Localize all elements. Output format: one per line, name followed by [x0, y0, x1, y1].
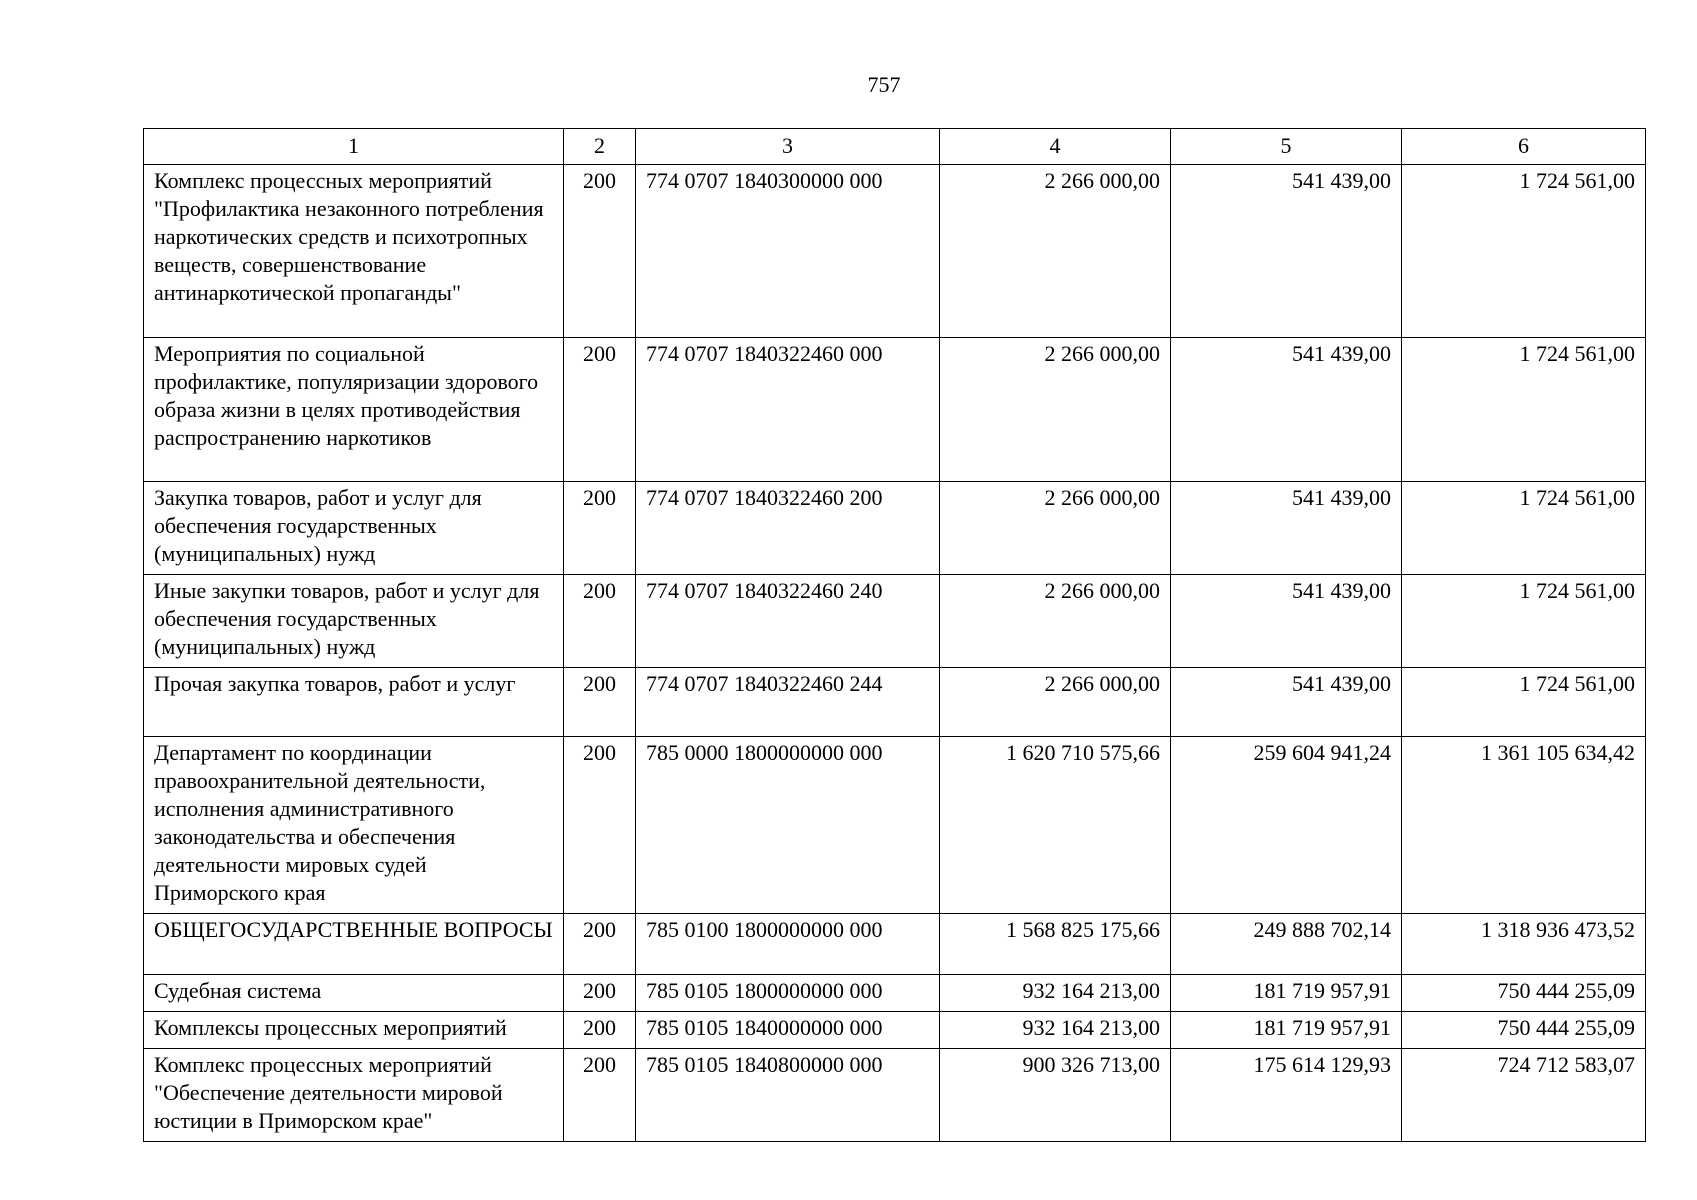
budget-execution-table — [143, 128, 1646, 1142]
column-header: 2 — [564, 129, 636, 165]
line-code-cell: 200 — [564, 975, 636, 1012]
approved-amount-cell: 2 266 000,00 — [940, 575, 1171, 668]
page-number: 757 — [867, 72, 901, 97]
executed-amount-cell: 541 439,00 — [1171, 482, 1402, 575]
line-code-cell: 200 — [564, 1049, 636, 1142]
line-code-cell: 200 — [564, 165, 636, 338]
column-header: 6 — [1402, 129, 1646, 165]
column-header: 3 — [636, 129, 940, 165]
item-name-cell: Закупка товаров, работ и услуг для обеспечения государственных (муниципальных) нужд — [144, 482, 564, 575]
classification-code-cell: 774 0707 1840322460 240 — [636, 575, 940, 668]
classification-code-cell: 785 0100 1800000000 000 — [636, 914, 940, 975]
approved-amount-cell: 1 568 825 175,66 — [940, 914, 1171, 975]
line-code-cell: 200 — [564, 1012, 636, 1049]
column-header: 4 — [940, 129, 1171, 165]
executed-amount-cell: 175 614 129,93 — [1171, 1049, 1402, 1142]
classification-code-cell: 774 0707 1840300000 000 — [636, 165, 940, 338]
line-code-cell: 200 — [564, 482, 636, 575]
executed-amount-cell: 541 439,00 — [1171, 165, 1402, 338]
item-name-cell: ОБЩЕГОСУДАРСТВЕННЫЕ ВОПРОСЫ — [144, 914, 564, 975]
unexecuted-amount-cell: 750 444 255,09 — [1402, 975, 1646, 1012]
table-row — [144, 1049, 1646, 1142]
item-name-cell: Прочая закупка товаров, работ и услуг — [144, 668, 564, 737]
approved-amount-cell: 1 620 710 575,66 — [940, 737, 1171, 914]
unexecuted-amount-cell: 724 712 583,07 — [1402, 1049, 1646, 1142]
executed-amount-cell: 541 439,00 — [1171, 668, 1402, 737]
executed-amount-cell: 259 604 941,24 — [1171, 737, 1402, 914]
unexecuted-amount-cell: 1 724 561,00 — [1402, 482, 1646, 575]
executed-amount-cell: 181 719 957,91 — [1171, 975, 1402, 1012]
classification-code-cell: 785 0105 1800000000 000 — [636, 975, 940, 1012]
item-name-cell: Комплексы процессных мероприятий — [144, 1012, 564, 1049]
unexecuted-amount-cell: 1 724 561,00 — [1402, 575, 1646, 668]
table-row — [144, 165, 1646, 338]
unexecuted-amount-cell: 1 361 105 634,42 — [1402, 737, 1646, 914]
classification-code-cell: 774 0707 1840322460 244 — [636, 668, 940, 737]
table-row — [144, 668, 1646, 737]
executed-amount-cell: 541 439,00 — [1171, 338, 1402, 482]
line-code-cell: 200 — [564, 575, 636, 668]
line-code-cell: 200 — [564, 338, 636, 482]
executed-amount-cell: 249 888 702,14 — [1171, 914, 1402, 975]
item-name-cell: Судебная система — [144, 975, 564, 1012]
column-header: 5 — [1171, 129, 1402, 165]
approved-amount-cell: 2 266 000,00 — [940, 338, 1171, 482]
table-row — [144, 975, 1646, 1012]
item-name-cell: Мероприятия по социальной профилактике, популяризации здорового образа жизни в целях противодействия распространению наркотиков — [144, 338, 564, 482]
item-name-cell: Комплекс процессных мероприятий "Обеспечение деятельности мировой юстиции в Приморском крае" — [144, 1049, 564, 1142]
unexecuted-amount-cell: 1 724 561,00 — [1402, 165, 1646, 338]
approved-amount-cell: 2 266 000,00 — [940, 668, 1171, 737]
approved-amount-cell: 900 326 713,00 — [940, 1049, 1171, 1142]
table-row — [144, 914, 1646, 975]
approved-amount-cell: 2 266 000,00 — [940, 482, 1171, 575]
approved-amount-cell: 932 164 213,00 — [940, 1012, 1171, 1049]
executed-amount-cell: 181 719 957,91 — [1171, 1012, 1402, 1049]
line-code-cell: 200 — [564, 914, 636, 975]
table-row — [144, 338, 1646, 482]
table-row — [144, 737, 1646, 914]
classification-code-cell: 785 0105 1840800000 000 — [636, 1049, 940, 1142]
table-header-row — [144, 129, 1646, 165]
classification-code-cell: 785 0105 1840000000 000 — [636, 1012, 940, 1049]
unexecuted-amount-cell: 750 444 255,09 — [1402, 1012, 1646, 1049]
item-name-cell: Комплекс процессных мероприятий "Профилактика незаконного потребления наркотических средств и психотропных веществ, совершенствование антинаркотической пропаганды" — [144, 165, 564, 338]
approved-amount-cell: 2 266 000,00 — [940, 165, 1171, 338]
line-code-cell: 200 — [564, 668, 636, 737]
approved-amount-cell: 932 164 213,00 — [940, 975, 1171, 1012]
table-row — [144, 575, 1646, 668]
unexecuted-amount-cell: 1 724 561,00 — [1402, 338, 1646, 482]
table-row — [144, 482, 1646, 575]
executed-amount-cell: 541 439,00 — [1171, 575, 1402, 668]
unexecuted-amount-cell: 1 318 936 473,52 — [1402, 914, 1646, 975]
table-row — [144, 1012, 1646, 1049]
classification-code-cell: 774 0707 1840322460 200 — [636, 482, 940, 575]
column-header: 1 — [144, 129, 564, 165]
item-name-cell: Департамент по координации правоохранительной деятельности, исполнения административного законодательства и обеспечения деятельности мировых судей Приморского края — [144, 737, 564, 914]
line-code-cell: 200 — [564, 737, 636, 914]
classification-code-cell: 774 0707 1840322460 000 — [636, 338, 940, 482]
classification-code-cell: 785 0000 1800000000 000 — [636, 737, 940, 914]
unexecuted-amount-cell: 1 724 561,00 — [1402, 668, 1646, 737]
item-name-cell: Иные закупки товаров, работ и услуг для обеспечения государственных (муниципальных) нужд — [144, 575, 564, 668]
